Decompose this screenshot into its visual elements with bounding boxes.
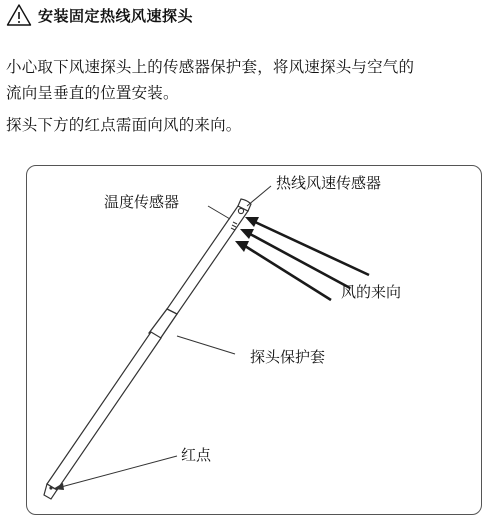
label-temperature-sensor: 温度传感器 xyxy=(104,193,180,211)
instruction-line-2: 流向呈垂直的位置安装。 xyxy=(6,84,179,102)
temperature-sensor-leader xyxy=(208,206,230,219)
section-heading xyxy=(6,3,193,27)
red-dot-leader xyxy=(61,456,177,487)
label-wind-direction: 风的来向 xyxy=(341,283,402,301)
label-hotwire-sensor: 热线风速传感器 xyxy=(276,174,382,192)
diagram-graphics xyxy=(27,166,482,515)
warning-triangle-icon xyxy=(6,3,32,27)
heading-title: 安装固定热线风速探头 xyxy=(38,6,194,25)
instruction-line-3: 探头下方的红点需面向风的来向。 xyxy=(6,116,242,134)
label-probe-cover: 探头保护套 xyxy=(250,348,326,366)
label-red-dot: 红点 xyxy=(181,446,212,464)
red-dot-marker xyxy=(49,486,52,489)
hotwire-sensor-leader xyxy=(247,186,271,206)
instruction-line-1: 小心取下风速探头上的传感器保护套，将风速探头与空气的 xyxy=(6,58,415,76)
probe-cover-leader xyxy=(177,336,235,354)
installation-diagram xyxy=(26,165,482,515)
